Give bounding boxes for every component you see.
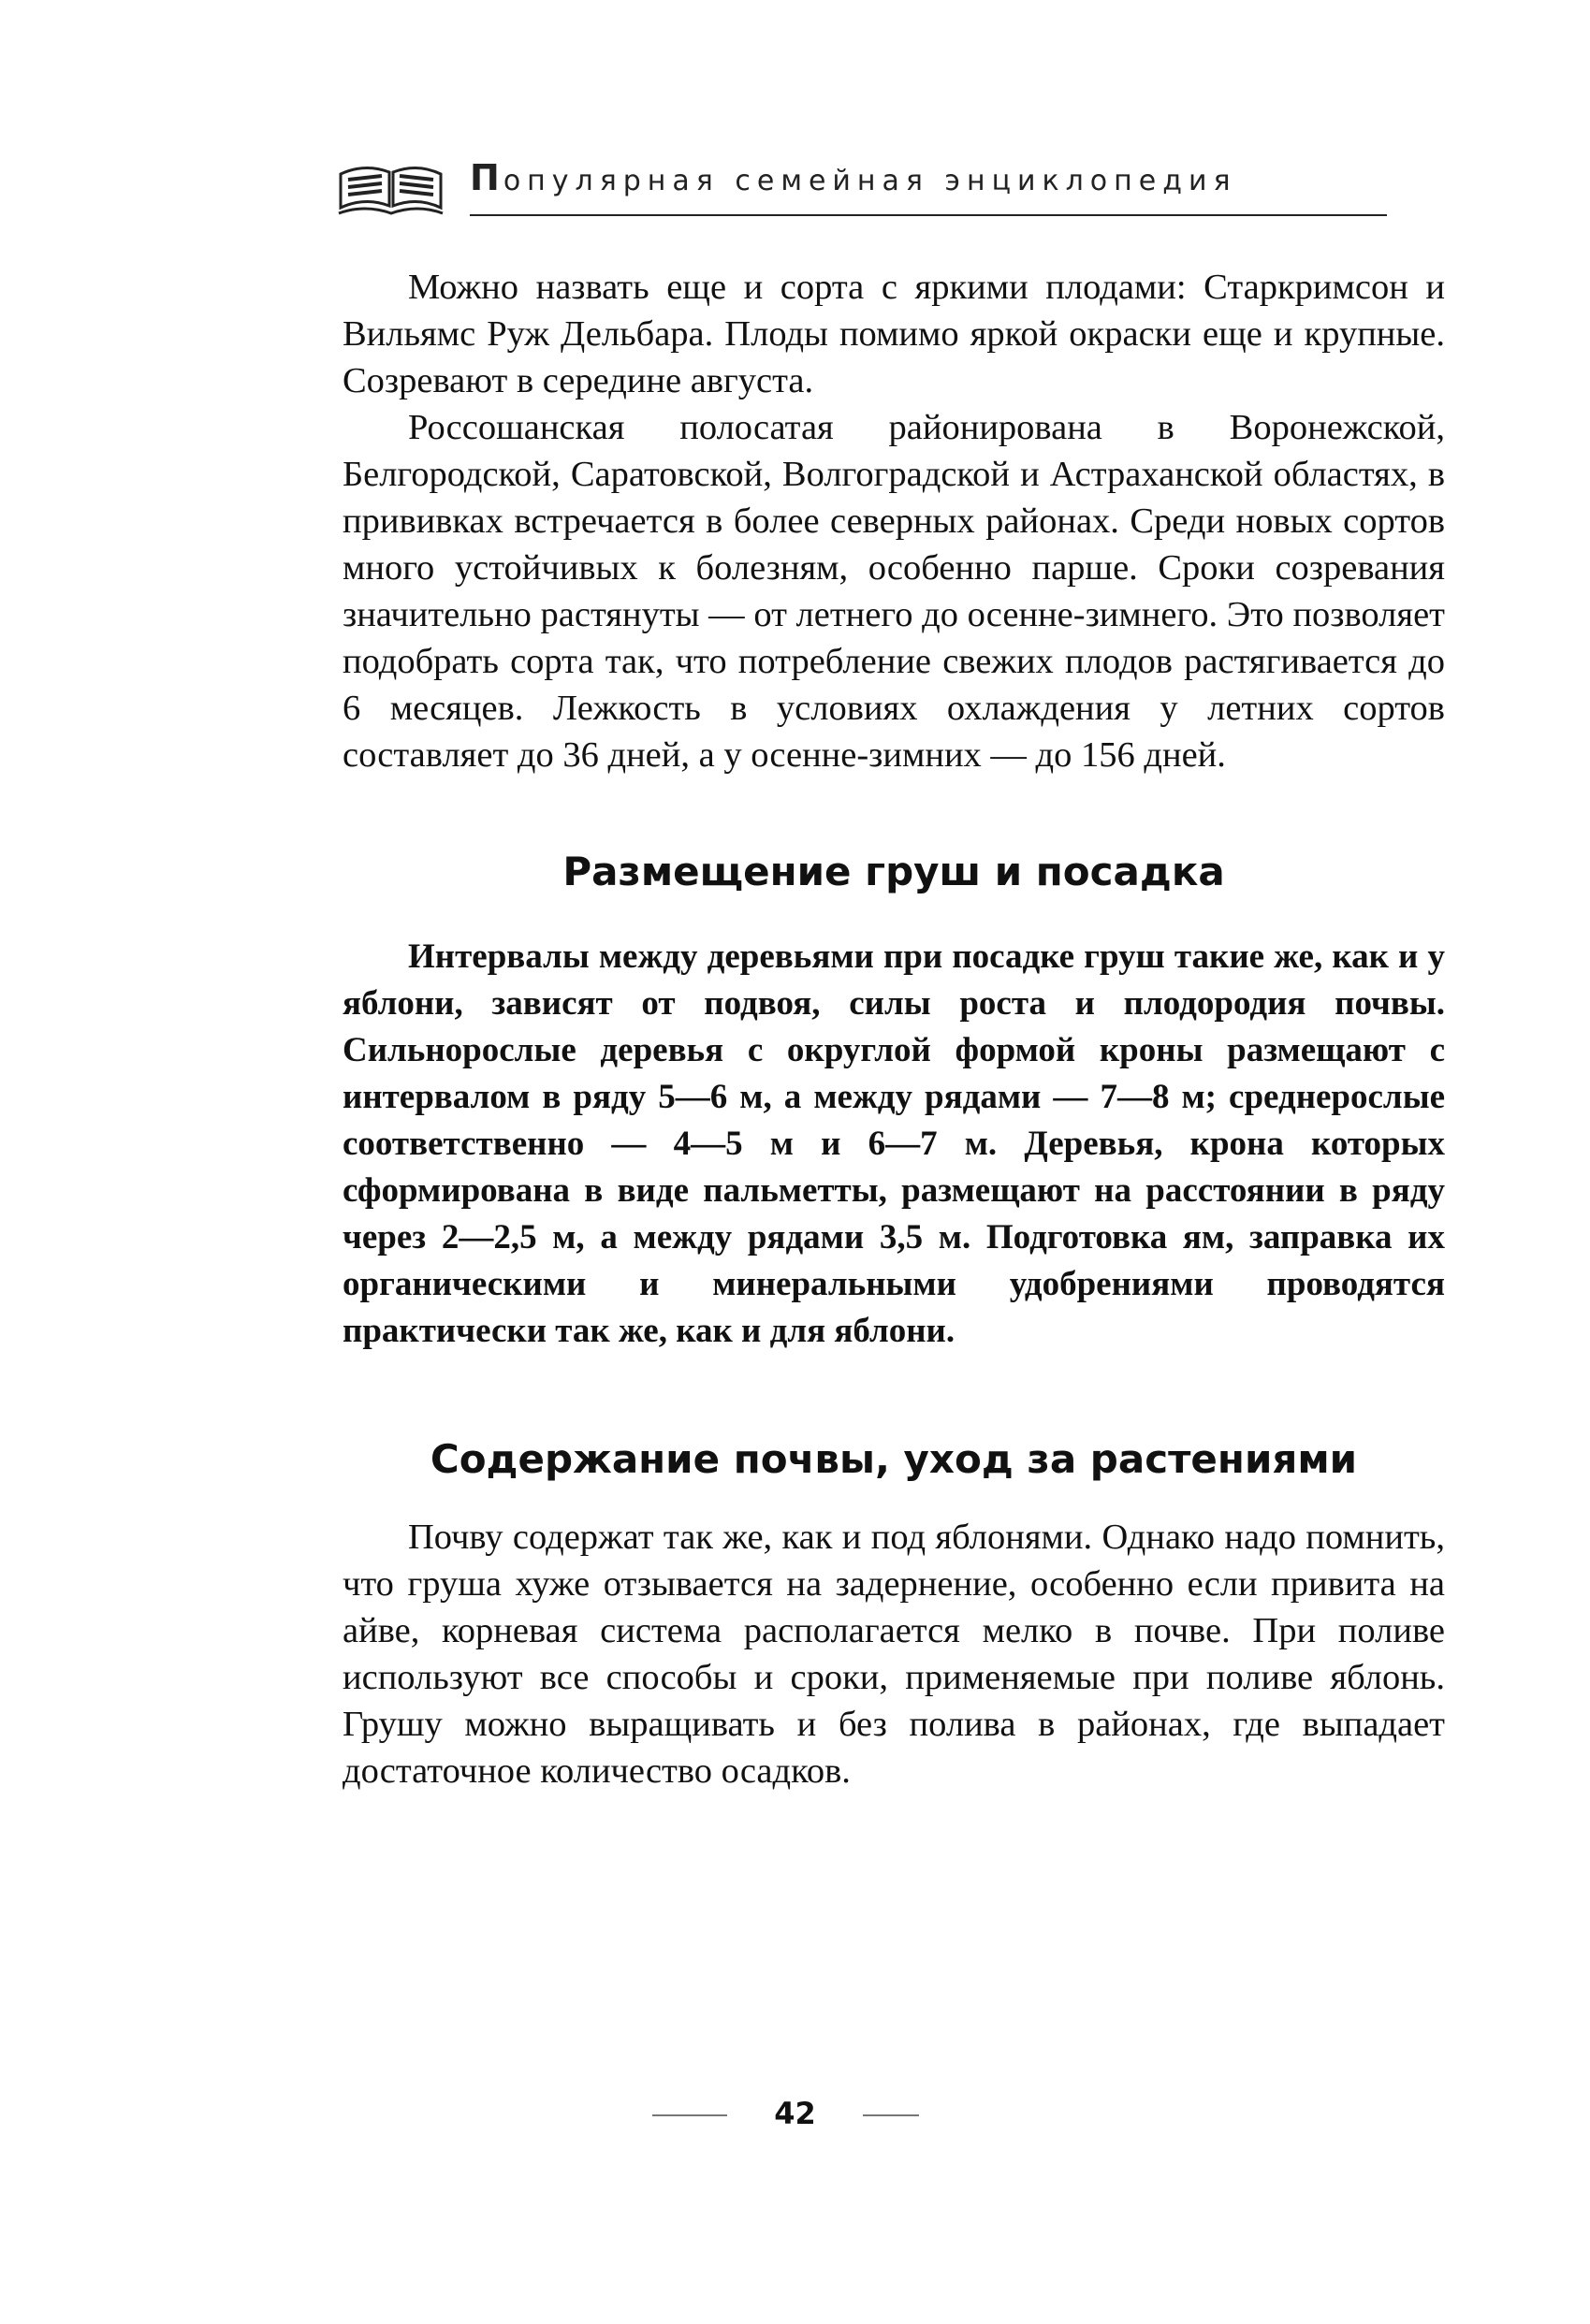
paragraph-rossoshanskaya: Россошанская полосатая районирована в Воронежской, Белгородской, Саратовской, Волгоградской и Астраханской областях, в прививках встречается в более северных районах. Среди новых сортов много устойчивых к болезням, особенно парше. Сроки созревания значительно растянуты — от летнего до осенне-зимнего. Это позволяет подобрать сорта так, что потребление свежих плодов растягивается до 6 месяцев. Лежкость в условиях охлаждения у летних сортов составляет до 36 дней, а у осенне-зимних — до 156 дней. <box>343 408 1445 775</box>
paragraph-soil-maintenance: Почву содержат так же, как и под яблонями. Однако надо помнить, что груша хуже отзывается на задернение, особенно если привита на айве, корневая система располагается мелко в почве. При поливе используют все способы и сроки, применяемые при поливе яблонь. Грушу можно выращивать и без полива в районах, где выпадает достаточное количество осадков. <box>343 1518 1445 1791</box>
folio-dash-right <box>863 2114 919 2116</box>
series-title-rest: опулярная семейная энциклопедия <box>503 165 1237 197</box>
header-rule <box>470 214 1387 216</box>
open-book-icon <box>337 159 445 217</box>
page-number-text: 42 <box>774 2096 816 2131</box>
series-title-initial: П <box>470 157 503 198</box>
heading-placement-planting: Размещение груш и посадка <box>562 849 1225 894</box>
paragraph-bright-varieties: Можно назвать еще и сорта с яркими плодами: Старкримсон и Вильямс Руж Дельбара. Плоды помимо яркой окраски еще и крупные. Созревают в середине августа. <box>343 268 1445 400</box>
paragraph-planting-intervals: Интервалы между деревьями при посадке груш такие же, как и у яблони, зависят от подвоя, силы роста и плодородия почвы. Сильнорослые деревья с округлой формой кроны размещают с интервалом в ряду 5—6 м, а между рядами — 7—8 м; среднерослые соответственно — 4—5 м и 6—7 м. Деревья, крона которых сформирована в виде пальметты, размещают на расстоянии в ряду через 2—2,5 м, а между рядами 3,5 м. Подготовка ям, заправка их органическими и минеральными удобрениями проводятся практически так же, как и для яблони. <box>343 937 1445 1350</box>
heading-soil-care: Содержание почвы, уход за растениями <box>430 1436 1358 1482</box>
folio-dash-left <box>652 2114 727 2116</box>
page-content <box>343 264 1445 1794</box>
running-head <box>337 150 1394 225</box>
page-footer <box>0 2096 1590 2131</box>
series-title <box>470 157 1237 198</box>
page-number <box>774 2096 816 2131</box>
